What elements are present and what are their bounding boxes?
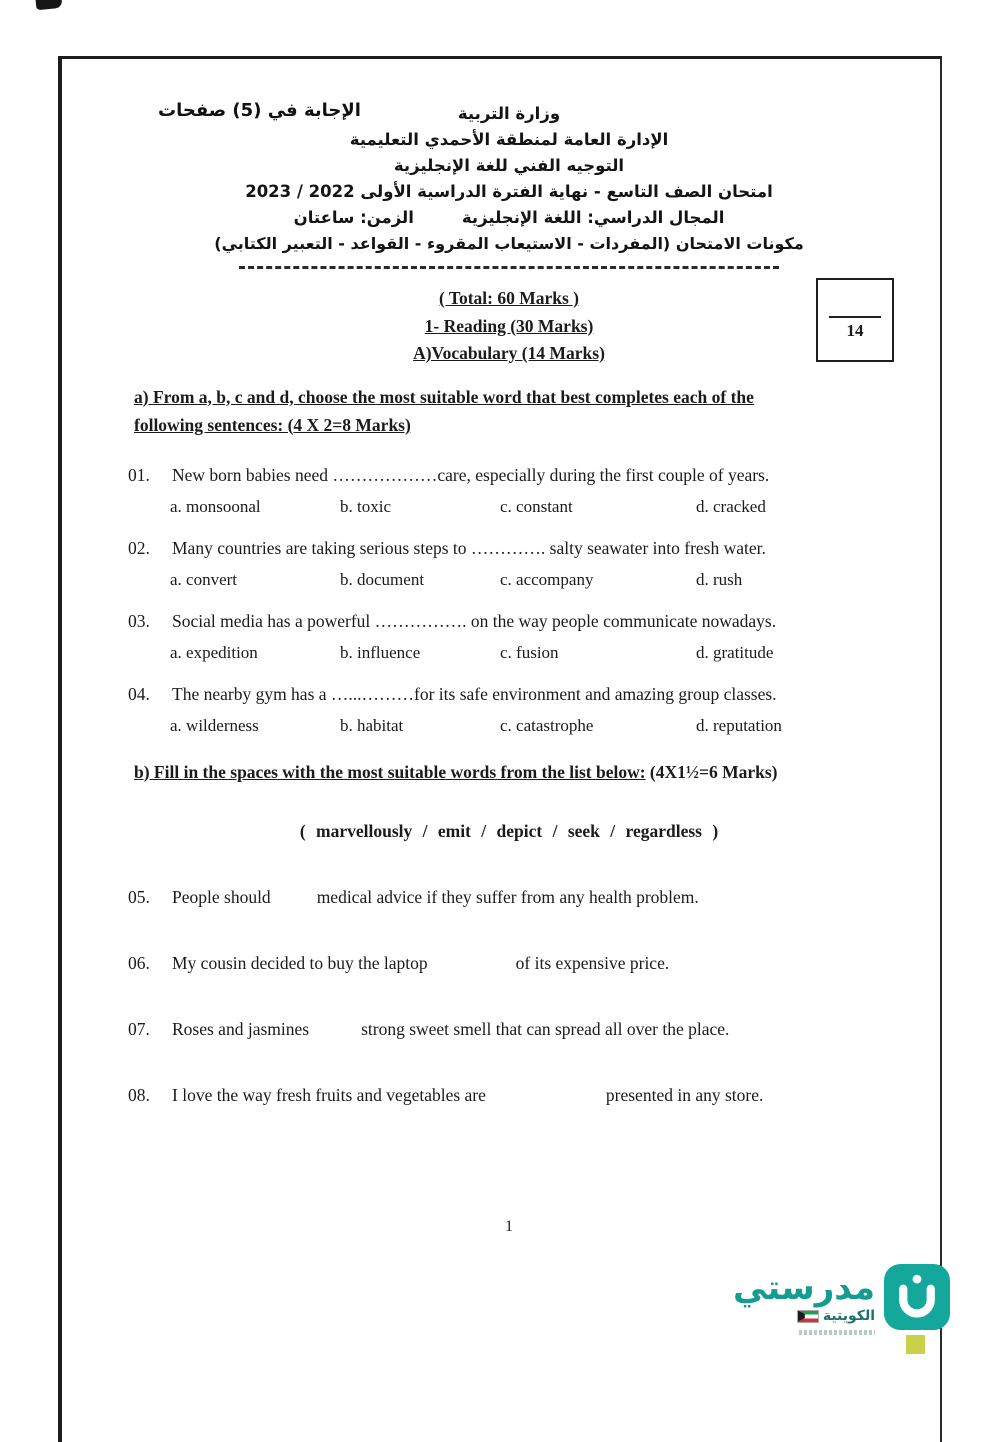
directorate-line: الإدارة العامة لمنطقة الأحمدي التعليمية — [349, 130, 669, 149]
question-05 — [128, 887, 890, 908]
madrasati-logo-icon — [884, 1264, 950, 1356]
question-08 — [128, 1085, 890, 1106]
options-row — [128, 497, 890, 517]
option-b: b. document — [340, 569, 425, 589]
time-label: الزمن: ساعتان — [293, 208, 414, 227]
vocabulary-section-title: A)Vocabulary (14 Marks) — [413, 343, 605, 363]
dashed-separator — [239, 266, 779, 269]
ministry-line: وزارة التربية — [457, 104, 561, 123]
exam-components-line: مكونات الامتحان (المفردات - الاستيعاب المقروء - القواعد - التعبير الكتابي) — [214, 234, 804, 253]
option-d: d. rush — [696, 569, 743, 589]
text-before-blank: My cousin decided to buy the laptop — [172, 952, 428, 973]
logo-wordmark: مدرستي — [733, 1268, 875, 1308]
text-before-blank: Roses and jasmines — [172, 1018, 310, 1039]
exam-page-content — [62, 59, 940, 1236]
question-body: New born babies need ………………care, especially during the first couple of years. — [172, 464, 770, 485]
part-a-instruction: a) From a, b, c and d, choose the most suitable word that best completes each of the following sentences: (4 X 2=8 Marks) — [134, 386, 754, 435]
logo-subtitle: الكويتية — [822, 1308, 875, 1324]
madrasati-logo-text — [733, 1264, 875, 1335]
text-after-blank: medical advice if they suffer from any health problem. — [316, 886, 699, 907]
question-text — [128, 611, 890, 632]
options-row — [128, 643, 890, 663]
text-before-blank: People should — [172, 886, 271, 907]
option-d: d. reputation — [696, 715, 782, 735]
part-b-marks: (4X1½=6 Marks) — [649, 761, 778, 782]
question-number: 02. — [128, 537, 150, 558]
madrasati-logo — [733, 1264, 950, 1356]
text-after-blank: of its expensive price. — [515, 952, 670, 973]
question-number: 04. — [128, 683, 150, 704]
option-c: c. accompany — [500, 569, 594, 589]
question-01 — [128, 465, 890, 517]
subject-label: المجال الدراسي: اللغة الإنجليزية — [461, 208, 725, 227]
question-number: 08. — [128, 1084, 150, 1105]
logo-accent-square — [906, 1335, 925, 1354]
text-before-blank: I love the way fresh fruits and vegetables are — [172, 1084, 486, 1105]
question-text — [128, 684, 890, 705]
scan-artifact — [35, 0, 62, 10]
question-number: 05. — [128, 886, 150, 907]
supervision-line: التوجيه الفني للغة الإنجليزية — [393, 156, 625, 175]
logo-subtitle-row — [798, 1308, 875, 1324]
option-d: d. gratitude — [696, 642, 774, 662]
kuwait-flag-icon — [798, 1311, 818, 1322]
answer-pages-note: الإجابة في (5) صفحات — [158, 100, 361, 121]
subject-time-line — [128, 205, 890, 231]
score-value: 14 — [846, 321, 864, 340]
options-row — [128, 716, 890, 736]
logo-glyph — [884, 1264, 950, 1330]
arabic-header — [128, 101, 890, 257]
question-number: 07. — [128, 1018, 150, 1039]
question-text — [128, 465, 890, 486]
logo-fineprint — [799, 1330, 875, 1335]
question-number: 03. — [128, 610, 150, 631]
text-after-blank: presented in any store. — [605, 1084, 764, 1105]
question-02 — [128, 538, 890, 590]
part-b-instruction-text: b) Fill in the spaces with the most suitable words from the list below: — [134, 761, 646, 782]
section-titles — [128, 285, 890, 368]
word-bank: ( marvellously / emit / depict / seek / regardless ) — [299, 820, 719, 841]
option-a: a. expedition — [170, 642, 258, 662]
option-b: b. influence — [340, 642, 421, 662]
option-a: a. wilderness — [170, 715, 259, 735]
total-marks-title: ( Total: 60 Marks ) — [439, 288, 579, 308]
option-a: a. convert — [170, 569, 238, 589]
question-body: Social media has a powerful ……………. on the way people communicate nowadays. — [172, 610, 777, 631]
question-body: The nearby gym has a …...………for its safe environment and amazing group classes. — [172, 683, 777, 704]
option-b: b. toxic — [340, 496, 391, 516]
question-07 — [128, 1019, 890, 1040]
part-b-section — [128, 762, 890, 1106]
page-number: 1 — [505, 1217, 513, 1235]
options-row — [128, 570, 890, 590]
question-body: Many countries are taking serious steps to …………. salty seawater into fresh water. — [172, 537, 766, 558]
reading-section-title: 1- Reading (30 Marks) — [424, 315, 594, 336]
option-c: c. constant — [500, 496, 573, 516]
mcq-list — [128, 465, 890, 736]
option-b: b. habitat — [340, 715, 404, 735]
option-c: c. fusion — [500, 642, 559, 662]
part-b-instruction — [134, 762, 890, 783]
question-04 — [128, 684, 890, 736]
text-after-blank: strong sweet smell that can spread all over the place. — [361, 1018, 730, 1039]
question-06 — [128, 953, 890, 974]
option-d: d. cracked — [696, 496, 766, 516]
option-c: c. catastrophe — [500, 715, 594, 735]
question-03 — [128, 611, 890, 663]
question-number: 01. — [128, 464, 150, 485]
question-number: 06. — [128, 952, 150, 973]
exam-title-line: امتحان الصف التاسع - نهاية الفترة الدراسية الأولى 2022 / 2023 — [245, 182, 773, 201]
question-text — [128, 538, 890, 559]
option-a: a. monsoonal — [170, 496, 261, 516]
